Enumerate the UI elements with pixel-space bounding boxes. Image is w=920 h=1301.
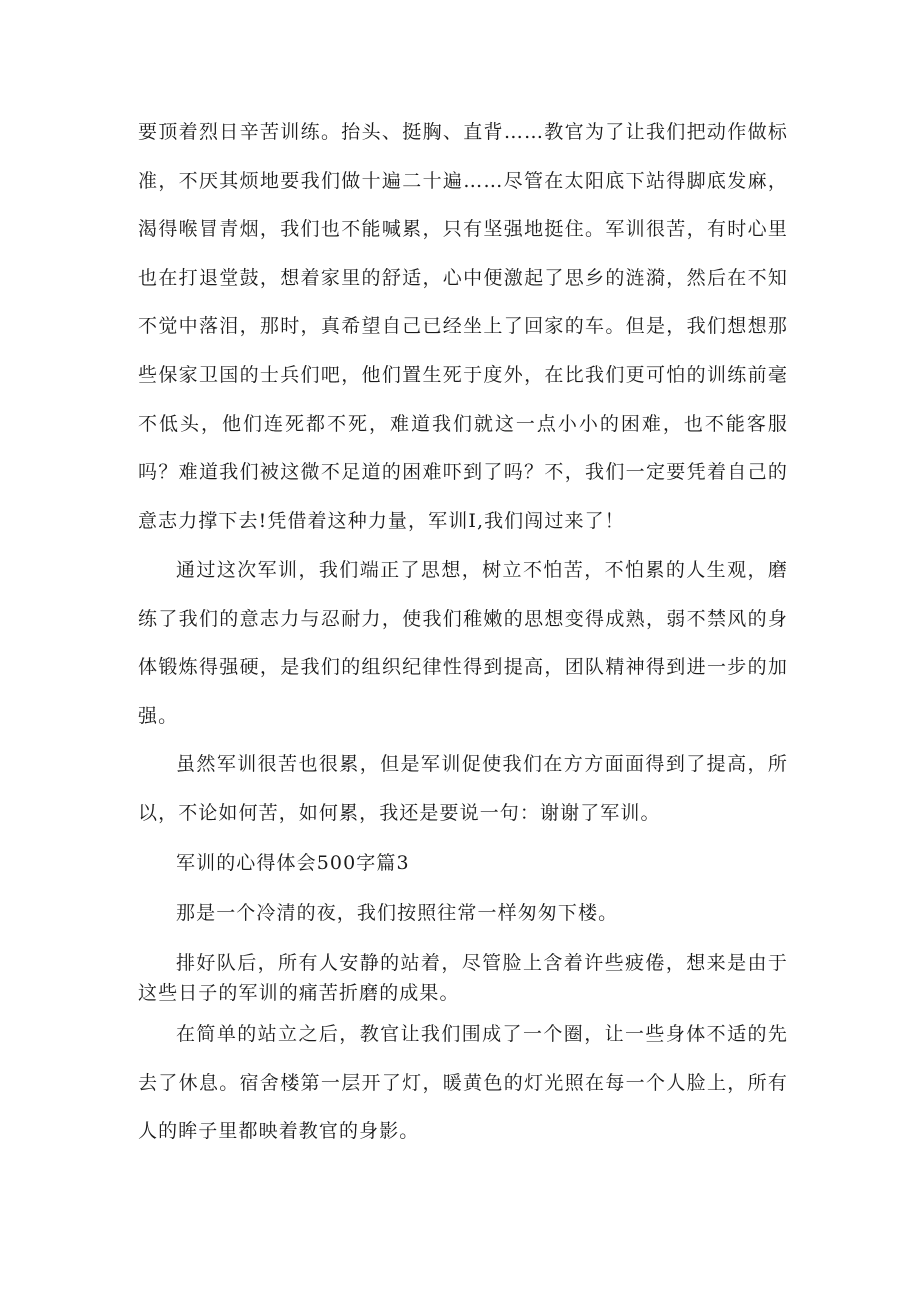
paragraph-military-training-hardship: 要顶着烈日辛苦训练。抬头、挺胸、直背……教官为了让我们把动作做标准，不厌其烦地要我们做十遍二十遍……尽管在太阳底下站得脚底发麻，渴得喉冒青烟，我们也不能喊累，只有坚强地挺住。军训很苦，有时心里也在打退堂鼓，想着家里的舒适，心中便激起了思乡的涟漪，然后在不知不觉中落泪，那时，真希望自己已经坐上了回家的车。但是，我们想想那些保家卫国的士兵们吧，他们置生死于度外，在比我们更可怕的训练前毫不低头，他们连死都不死，难道我们就这一点小小的困难，也不能客服吗？难道我们被这微不足道的困难吓到了吗？不，我们一定要凭着自己的意志力撑下去!凭借着这种力量，军训I,我们闯过来了！ <box>138 121 788 532</box>
paragraph-circle-formed: 在简单的站立之后，教官让我们围成了一个圈，让一些身体不适的先去了休息。宿舍楼第一层开了灯，暖黄色的灯光照在每一个人脸上，所有人的眸子里都映着教官的身影。 <box>138 1023 788 1143</box>
paragraph-cold-night: 那是一个冷清的夜，我们按照往常一样匆匆下楼。 <box>176 902 619 924</box>
paragraph-training-gains: 通过这次军训，我们端正了思想，树立不怕苦，不怕累的人生观，磨练了我们的意志力与忍耐力，使我们稚嫩的思想变得成熟，弱不禁风的身体锻炼得强硬，是我们的组织纪律性得到提高，团队精神得到进一步的加强。 <box>138 559 788 727</box>
paragraph-lined-up: 排好队后，所有人安静的站着，尽管脸上含着许些疲倦，想来是由于这些日子的军训的痛苦折磨的成果。 <box>138 952 788 1004</box>
paragraph-thanks-training: 虽然军训很苦也很累，但是军训促使我们在方方面面得到了提高，所以，不论如何苦，如何累，我还是要说一句：谢谢了军训。 <box>138 753 788 824</box>
section-heading: 军训的心得体会500字篇3 <box>176 852 410 874</box>
